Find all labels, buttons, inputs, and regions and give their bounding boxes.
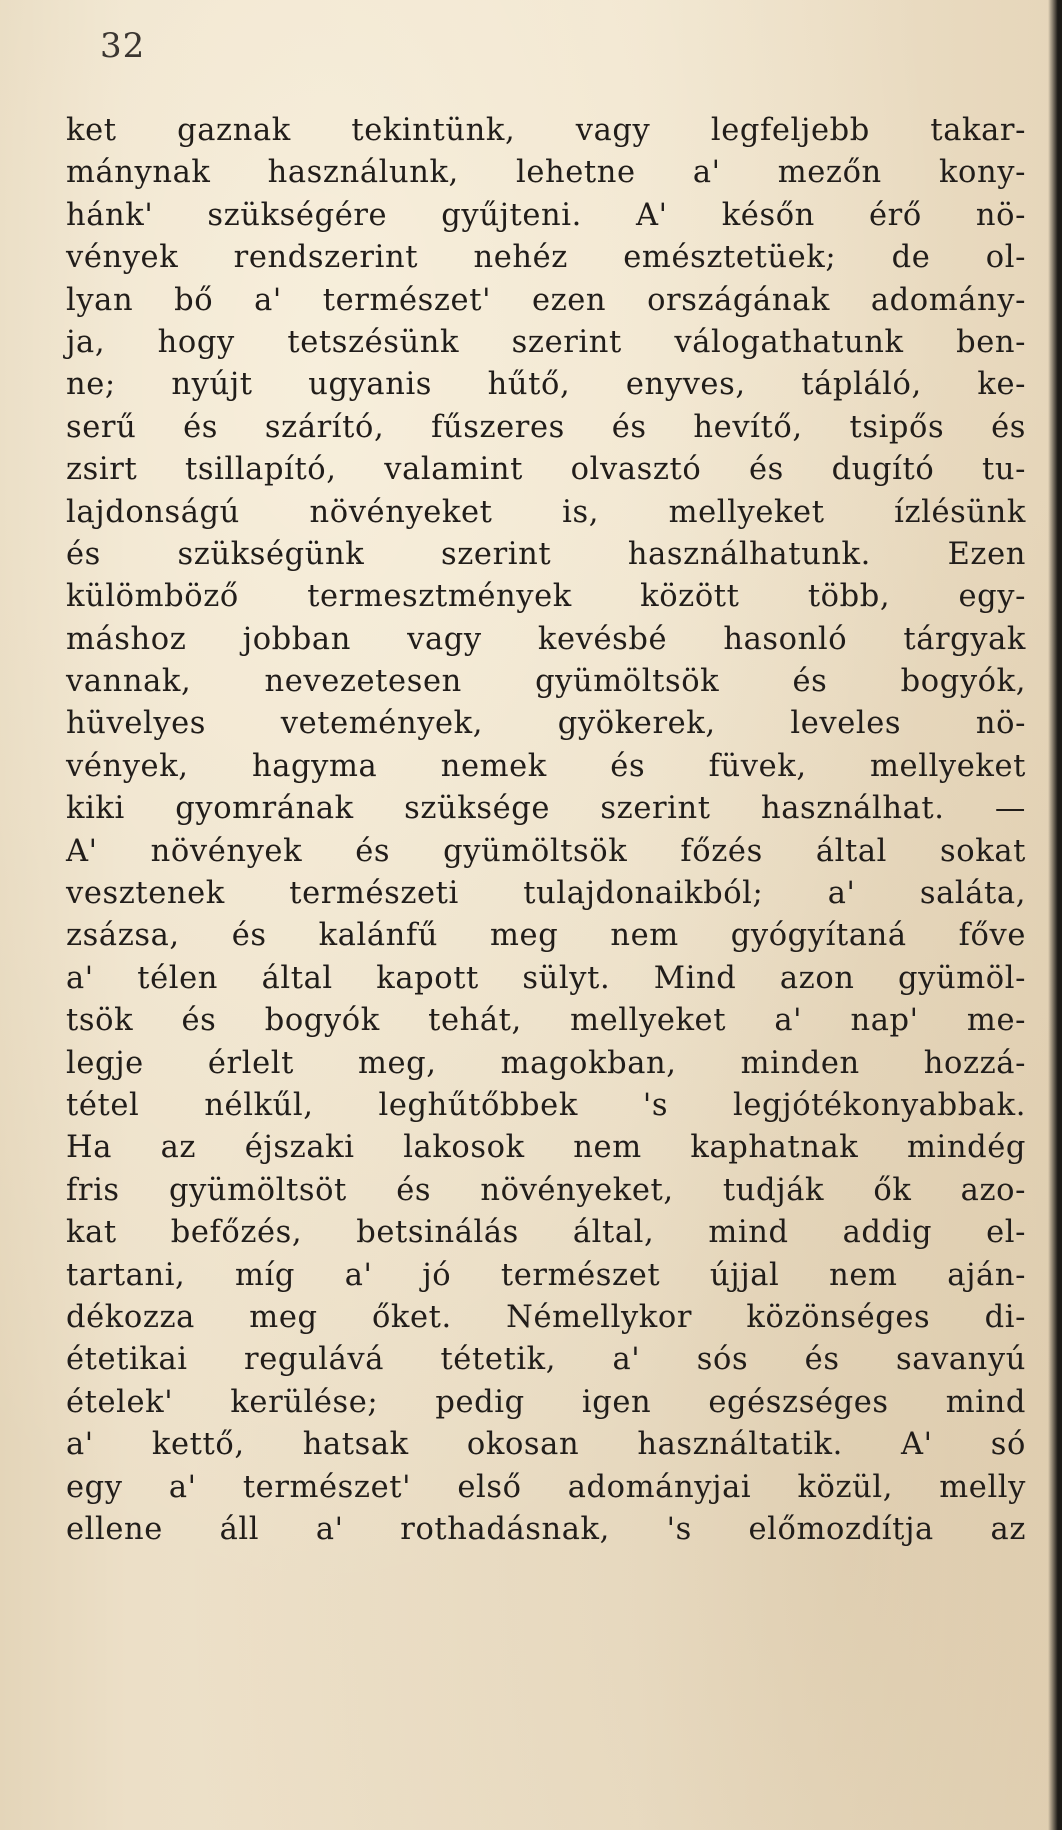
body-text <box>66 110 1026 1551</box>
text-line: hüvelyes vetemények, gyökerek, leveles nö- <box>66 706 1026 742</box>
text-line: ételek' kerülése; pedig igen egészséges mind <box>66 1384 1026 1420</box>
text-line: Ha az éjszaki lakosok nem kaphatnak mindég <box>66 1130 1026 1166</box>
page-number: 32 <box>100 26 146 66</box>
text-line: lyan bő a' természet' ezen országának adomány- <box>66 282 1026 318</box>
text-line: dékozza meg őket. Némellykor közönséges di- <box>66 1299 1026 1335</box>
text-line: vények rendszerint nehéz emésztetüek; de ol- <box>66 240 1026 276</box>
text-line: ne; nyújt ugyanis hűtő, enyves, tápláló, ke- <box>66 367 1026 403</box>
text-line: a' kettő, hatsak okosan használtatik. A' só <box>66 1427 1026 1463</box>
text-line: étetikai regulává tétetik, a' sós és savanyú <box>66 1342 1026 1378</box>
text-line: zsázsa, és kalánfű meg nem gyógyítaná főve <box>66 918 1026 954</box>
text-line: tartani, míg a' jó természet újjal nem aján- <box>66 1257 1026 1293</box>
text-line: egy a' természet' első adományjai közül, melly <box>66 1469 1026 1505</box>
text-line: a' télen által kapott sülyt. Mind azon gyümöl- <box>66 960 1026 996</box>
text-line: vannak, nevezetesen gyümöltsök és bogyók, <box>66 664 1026 700</box>
text-line: külömböző termesztmények között több, egy- <box>66 579 1026 615</box>
text-line: és szükségünk szerint használhatunk. Ezen <box>66 536 1026 572</box>
text-line: tsök és bogyók tehát, mellyeket a' nap' me- <box>66 1003 1026 1039</box>
text-line: máshoz jobban vagy kevésbé hasonló tárgyak <box>66 621 1026 657</box>
text-line: mánynak használunk, lehetne a' mezőn kony- <box>66 155 1026 191</box>
text-line: serű és szárító, fűszeres és hevítő, tsipős és <box>66 409 1026 445</box>
text-line: A' növények és gyümöltsök főzés által sokat <box>66 833 1026 869</box>
text-line: fris gyümöltsöt és növényeket, tudják ők azo- <box>66 1172 1026 1208</box>
text-line: ellene áll a' rothadásnak, 's előmozdítja az <box>66 1511 1026 1547</box>
text-line: ja, hogy tetszésünk szerint válogathatunk ben- <box>66 324 1026 360</box>
text-line: vesztenek természeti tulajdonaikból; a' saláta, <box>66 876 1026 912</box>
text-line: hánk' szükségére gyűjteni. A' későn érő nö- <box>66 197 1026 233</box>
text-line: vények, hagyma nemek és füvek, mellyeket <box>66 748 1026 784</box>
text-line: kat befőzés, betsinálás által, mind addig el- <box>66 1215 1026 1251</box>
text-line: kiki gyomrának szüksége szerint használhat. — <box>66 791 1026 827</box>
text-line: ket gaznak tekintünk, vagy legfeljebb takar- <box>66 113 1026 148</box>
text-line: legje érlelt meg, magokban, minden hozzá- <box>66 1045 1026 1081</box>
text-line: zsirt tsillapító, valamint olvasztó és dugító tu- <box>66 452 1026 488</box>
text-line: lajdonságú növényeket is, mellyeket ízlésünk <box>66 494 1026 530</box>
text-line: tétel nélkűl, leghűtőbbek 's legjótékonyabbak. <box>66 1087 1026 1123</box>
page-edge-shadow <box>1048 0 1062 1830</box>
